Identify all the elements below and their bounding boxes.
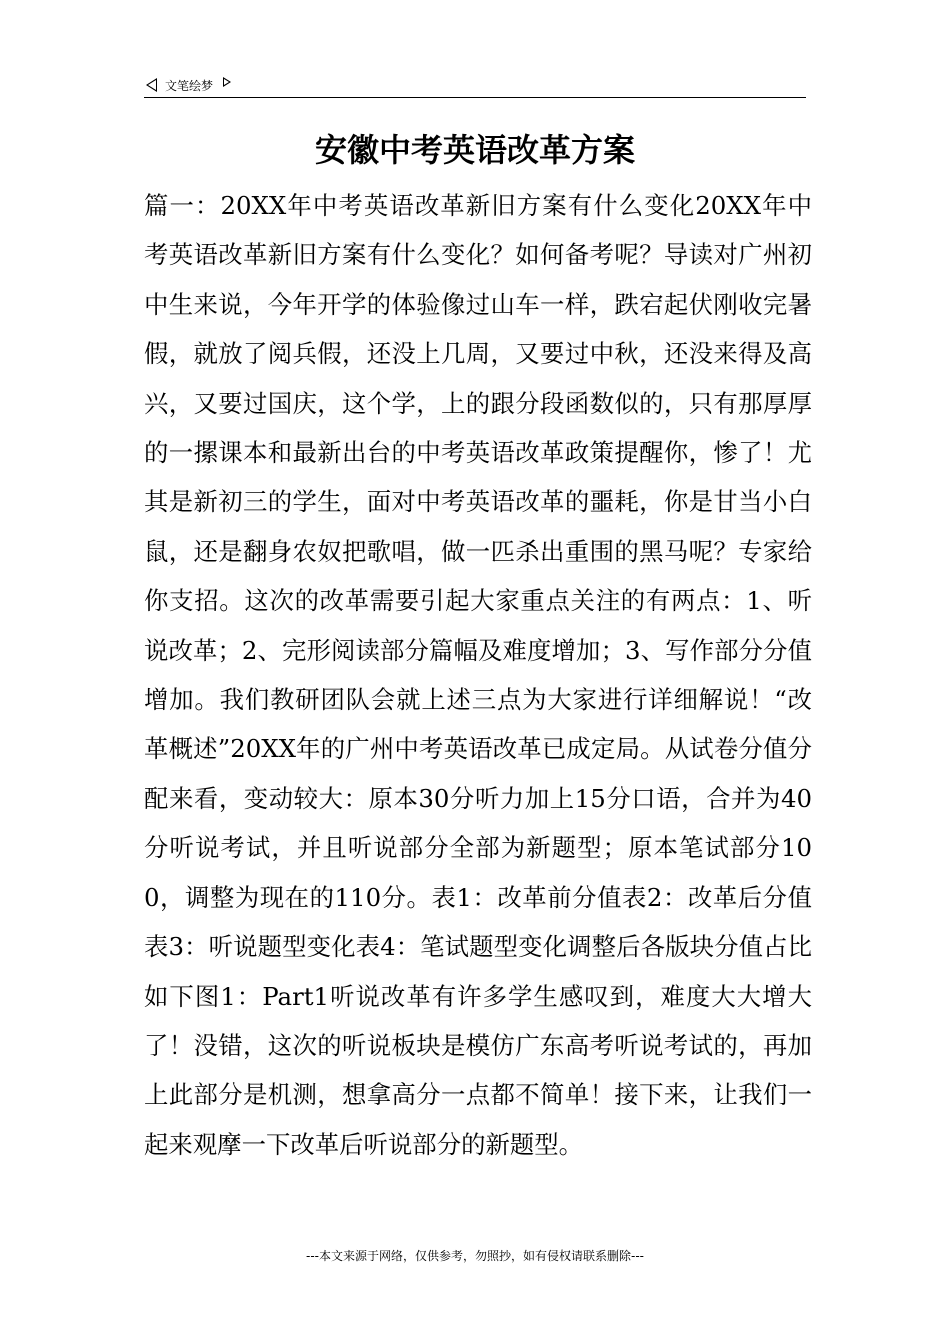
header-label: 文笔绘梦 xyxy=(165,78,214,93)
footer-notice: ---本文来源于网络，仅供参考，勿照抄，如有侵权请联系删除--- xyxy=(306,1249,644,1263)
document-body: 篇一：20XX年中考英语改革新旧方案有什么变化20XX年中考英语改革新旧方案有什么变化？如何备考呢？导读对广州初中生来说，今年开学的体验像过山车一样，跌宕起伏刚收完暑假，就放了阅兵假，还没上几周，又要过中秋，还没来得及高兴，又要过国庆，这个学，上的跟分段函数似的，只有那厚厚的一摞课本和最新出台的中考英语改革政策提醒你，惨了！尤其是新初三的学生，面对中考英语改革的噩耗，你是甘当小白鼠，还是翻身农奴把歌唱，做一匹杀出重围的黑马呢？专家给你支招。这次的改革需要引起大家重点关注的有两点：1、听说改革；2、完形阅读部分篇幅及难度增加；3、写作部分分值增加。我们教研团队会就上述三点为大家进行详细解说！“改革概述”20XX年的广州中考英语改革已成定局。从试卷分值分配来看，变动较大：原本30分听力加上15分口语，合并为40分听说考试，并且听说部分全部为新题型；原本笔试部分100，调整为现在的110分。表1：改革前分值表2：改革后分值表3：听说题型变化表4：笔试题型变化调整后各版块分值占比如下图1：Part1听说改革有许多学生感叹到，难度大大增大了！没错，这次的听说板块是模仿广东高考听说考试的，再加上此部分是机测，想拿高分一点都不简单！接下来，让我们一起来观摩一下改革后听说部分的新题型。 xyxy=(144,191,812,1159)
triangle-left-icon xyxy=(146,78,157,92)
page-header xyxy=(146,74,806,96)
document-title: 安徽中考英语改革方案 xyxy=(314,131,635,169)
header-divider xyxy=(144,97,806,98)
triangle-right-icon xyxy=(223,77,231,87)
